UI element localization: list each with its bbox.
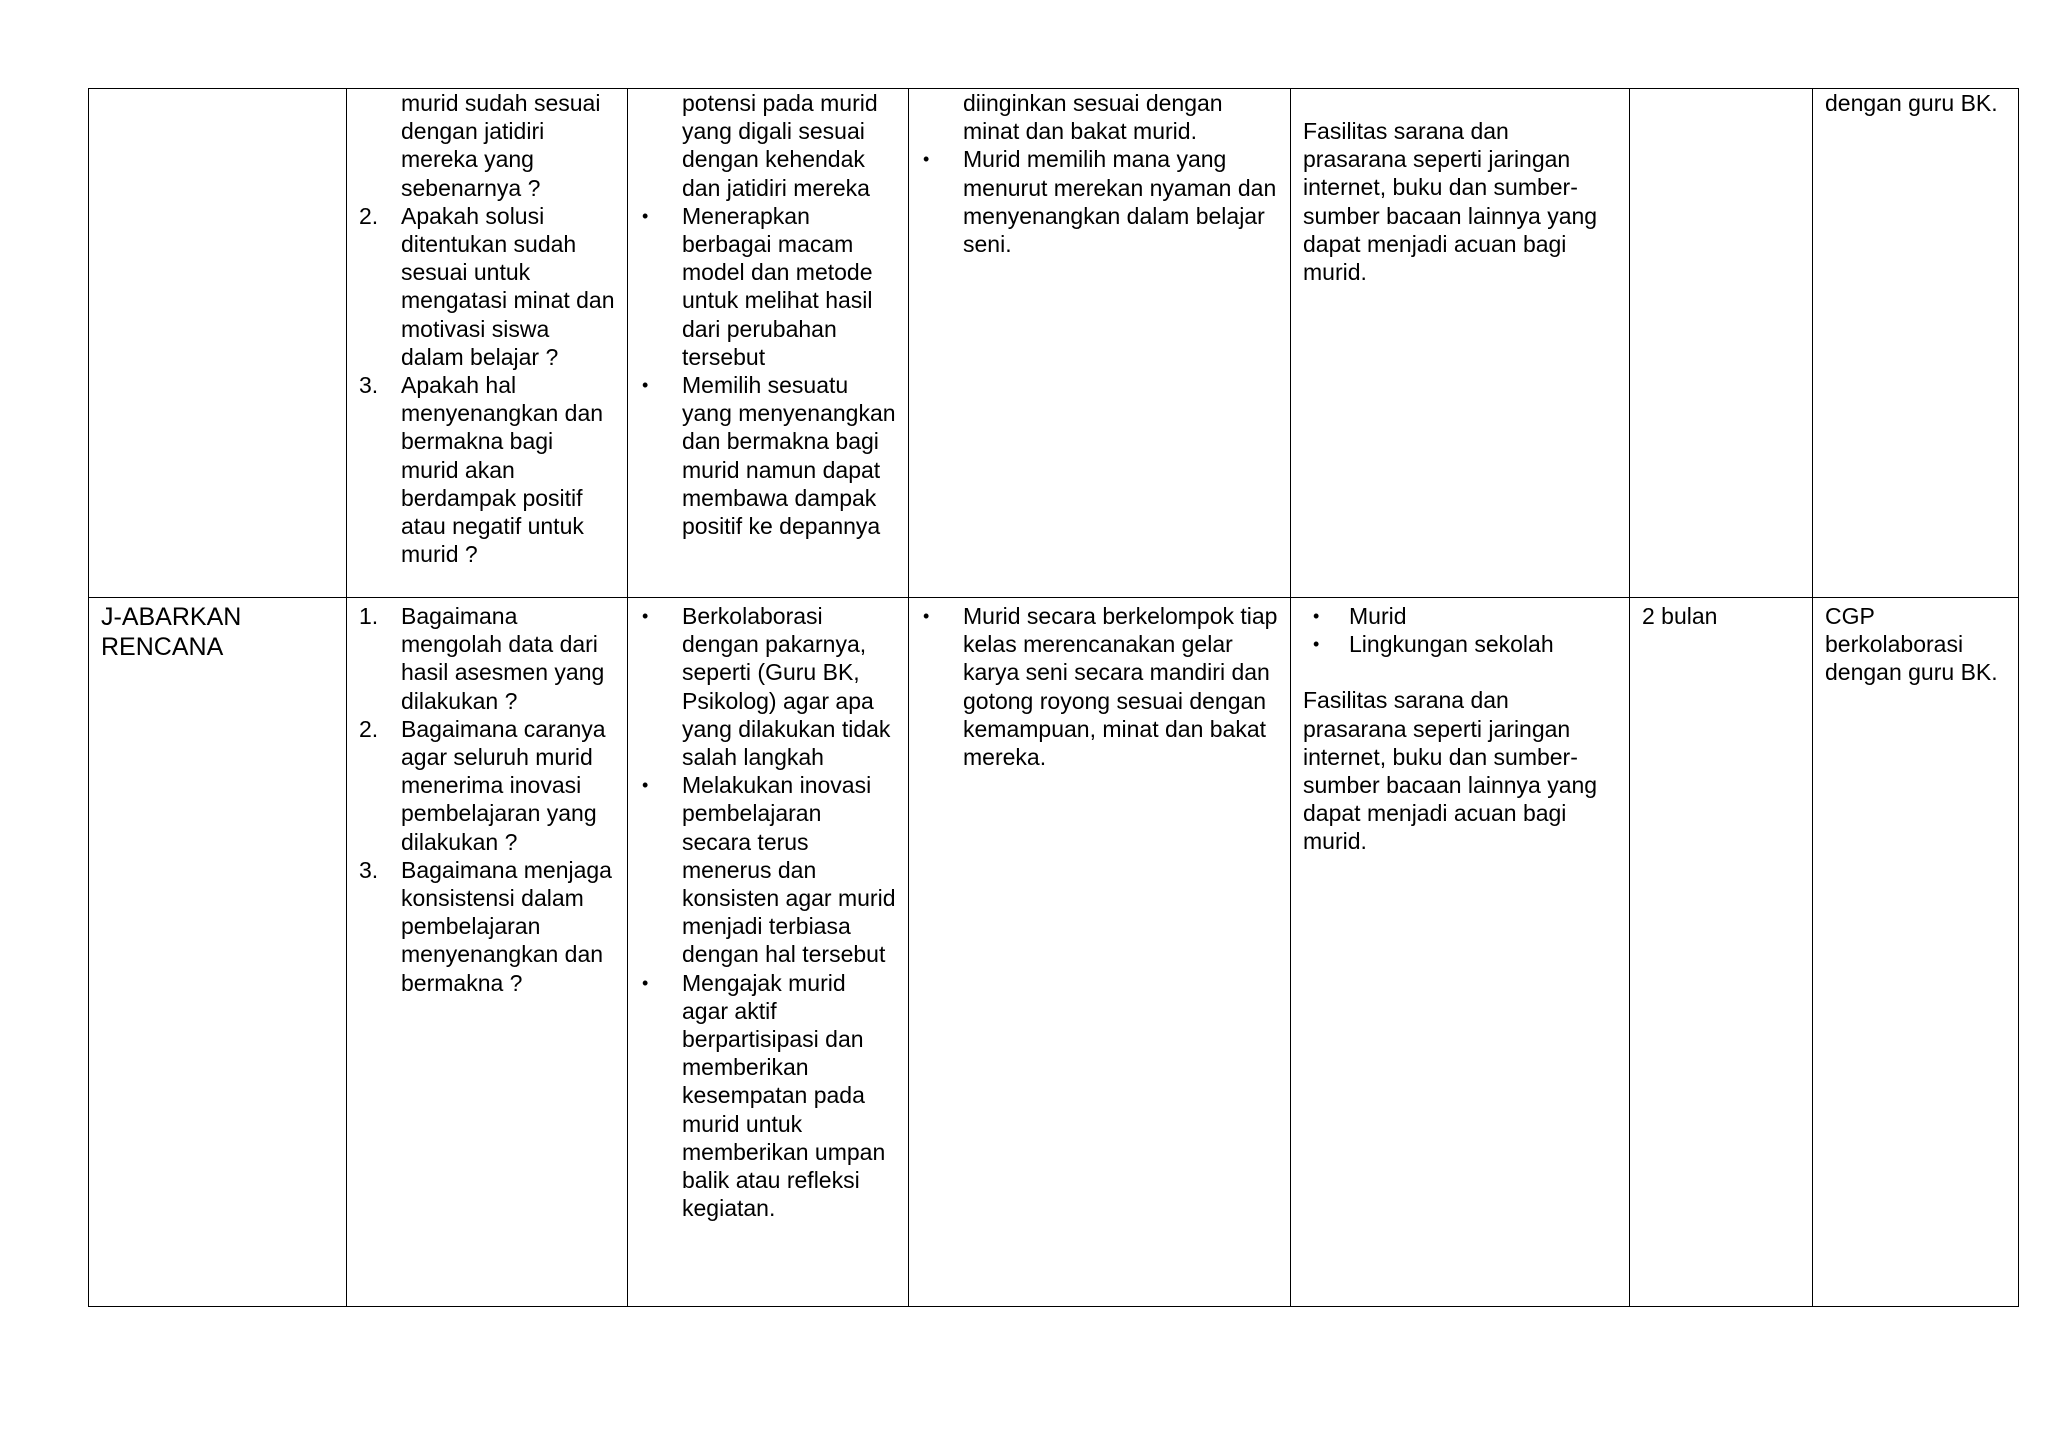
list-item: • Lingkungan sekolah	[1313, 631, 1554, 658]
list-item: • Memilih sesuatu yang menyenangkan dan bermakna bagi murid namun dapat membawa dampak positif ke depannya	[642, 372, 896, 540]
list-item: diinginkan sesuai dengan minat dan bakat murid.	[963, 90, 1223, 145]
actions-cell	[628, 89, 909, 598]
table-row	[89, 598, 2019, 1307]
list-item: • Melakukan inovasi pembelajaran secara terus menerus dan konsisten agar murid menjadi terbiasa dengan hal tersebut	[642, 772, 896, 968]
resources-cell	[1291, 598, 1630, 1307]
question-list	[359, 602, 615, 997]
plan-table	[88, 88, 2019, 1307]
outcomes-cell	[909, 89, 1291, 598]
aspect-cell	[89, 598, 347, 1307]
bullet-icon: •	[923, 606, 930, 626]
resources-text: Fasilitas sarana dan prasarana seperti jaringan internet, buku dan sumber-sumber bacaan lainnya yang dapat menjadi acuan bagi murid.	[1303, 118, 1598, 286]
pic-text: CGP berkolaborasi dengan guru BK.	[1825, 603, 1998, 686]
bullet-icon: •	[923, 149, 930, 170]
list-item: • Murid secara berkelompok tiap kelas merencanakan gelar karya seni secara mandiri dan gotong royong sesuai dengan kemampuan, minat dan bakat mereka.	[923, 603, 1278, 771]
pic-cell	[1813, 598, 2019, 1307]
time-value: 2 bulan	[1642, 603, 1718, 629]
bullet-icon: •	[1313, 634, 1320, 655]
list-item: 2. Apakah solusi ditentukan sudah sesuai untuk mengatasi minat dan motivasi siswa dalam belajar ?	[359, 202, 615, 370]
action-list	[640, 602, 896, 1222]
list-item: 3. Bagaimana menjaga konsistensi dalam pembelajaran menyenangkan dan bermakna ?	[359, 856, 612, 996]
aspect-cell	[89, 89, 347, 598]
list-item: 2. Bagaimana caranya agar seluruh murid menerima inovasi pembelajaran yang dilakukan ?	[359, 715, 606, 855]
list-item: 1. Bagaimana mengolah data dari hasil asesmen yang dilakukan ?	[359, 603, 605, 714]
bullet-icon: •	[642, 606, 649, 626]
outcome-list	[921, 602, 1278, 771]
bullet-icon: •	[642, 205, 649, 226]
questions-cell	[347, 89, 628, 598]
list-item: • Mengajak murid agar aktif berpartisipasi dan memberikan kesempatan pada murid untuk memberikan umpan balik atau refleksi kegiatan.	[642, 969, 886, 1222]
aspect-label: J-ABARKAN RENCANA	[101, 603, 242, 661]
bullet-icon: •	[642, 972, 649, 993]
outcome-list	[921, 89, 1278, 258]
list-item: • Berkolaborasi dengan pakarnya, seperti (Guru BK, Psikolog) agar apa yang dilakukan tidak salah langkah	[642, 603, 891, 771]
list-item: murid sudah sesuai dengan jatidiri mereka yang sebenarnya ?	[401, 90, 601, 201]
bullet-icon: •	[1313, 606, 1320, 626]
action-list	[640, 89, 896, 540]
bullet-icon: •	[642, 375, 649, 396]
list-item: • Murid	[1313, 603, 1407, 629]
list-item: 3. Apakah hal menyenangkan dan bermakna bagi murid akan berdampak positif atau negatif untuk murid ?	[359, 372, 604, 568]
resource-list	[1303, 602, 1617, 658]
questions-cell	[347, 598, 628, 1307]
outcomes-cell	[909, 598, 1291, 1307]
resources-cell	[1291, 89, 1630, 598]
time-cell	[1630, 89, 1813, 598]
resources-text: Fasilitas sarana dan prasarana seperti jaringan internet, buku dan sumber-sumber bacaan lainnya yang dapat menjadi acuan bagi murid.	[1303, 687, 1598, 855]
bullet-icon: •	[642, 775, 649, 796]
list-item: • Murid memilih mana yang menurut merekan nyaman dan menyenangkan dalam belajar seni.	[923, 146, 1277, 258]
list-item: • Menerapkan berbagai macam model dan metode untuk melihat hasil dari perubahan tersebut	[642, 202, 873, 370]
pic-text: dengan guru BK.	[1825, 90, 1998, 116]
actions-cell	[628, 598, 909, 1307]
list-item: potensi pada murid yang digali sesuai dengan kehendak dan jatidiri mereka	[682, 90, 878, 201]
question-list	[359, 89, 615, 568]
time-cell	[1630, 598, 1813, 1307]
pic-cell	[1813, 89, 2019, 598]
table-row	[89, 89, 2019, 598]
